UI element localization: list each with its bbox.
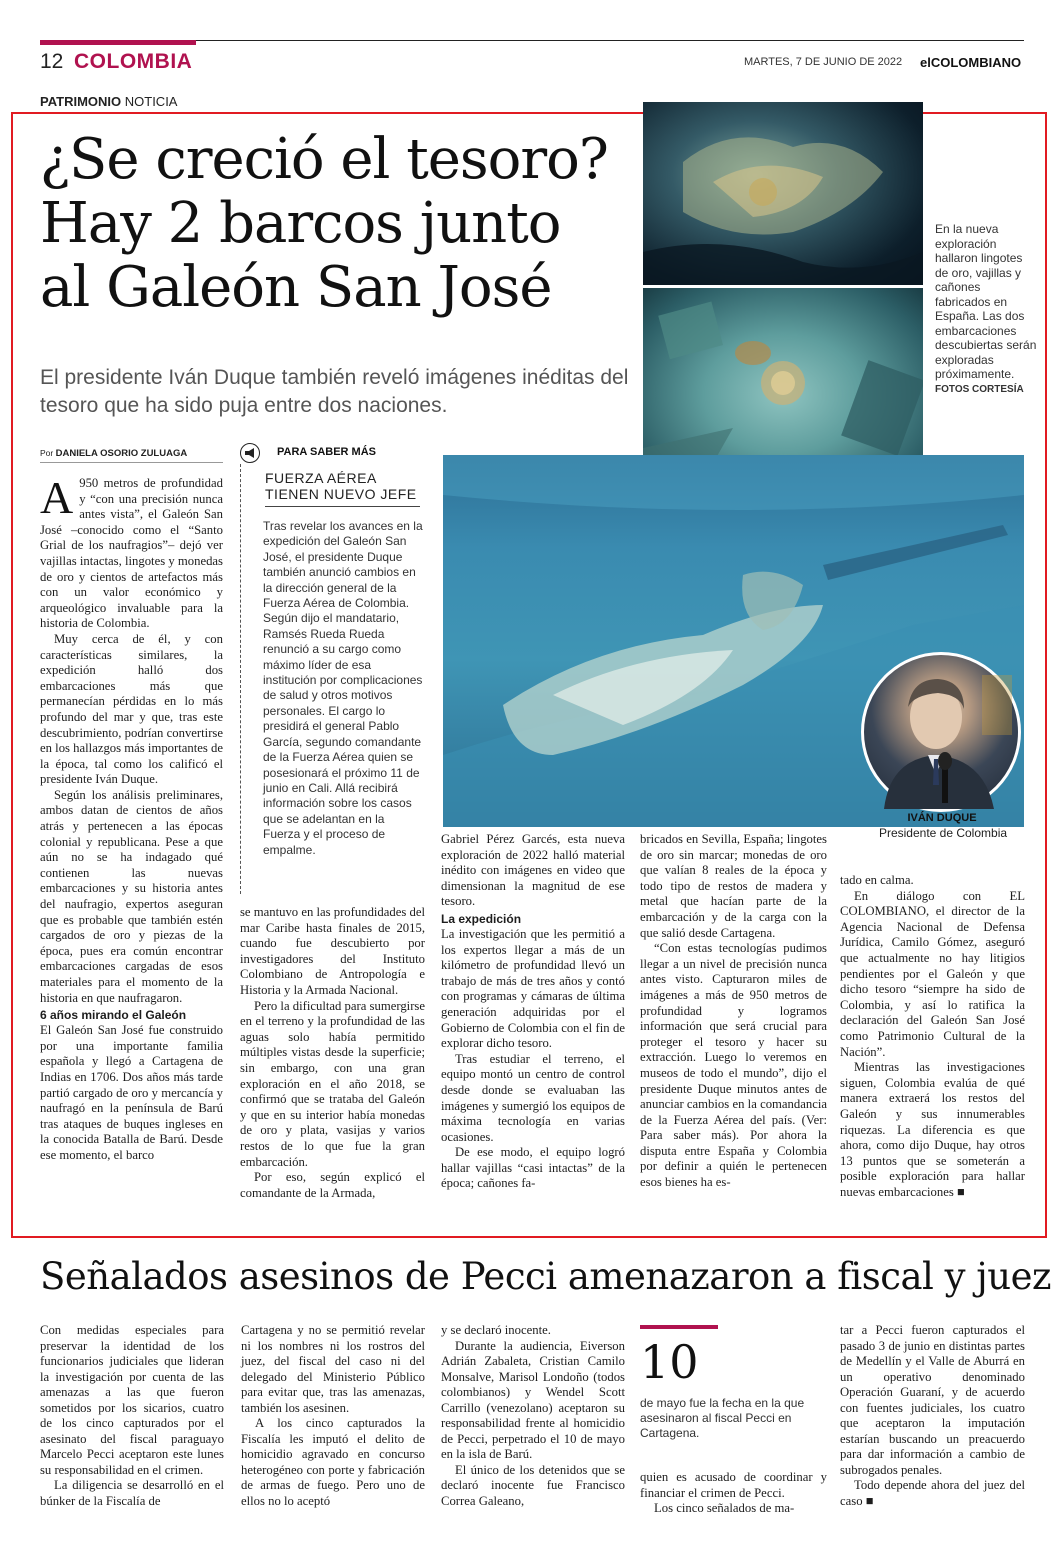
article2-column-2 (241, 1323, 425, 1509)
kicker-topic: PATRIMONIO (40, 94, 122, 109)
article2-column-3 (441, 1323, 625, 1509)
paragraph (840, 1478, 1025, 1509)
sidebar-divider (240, 464, 241, 894)
section-name: COLOMBIA (74, 50, 193, 73)
article-column-1 (40, 472, 223, 1164)
photo-credit: FOTOS CORTESÍA (935, 383, 1024, 395)
paragraph: Gabriel Pérez Garcés, esta nueva exploración de 2022 halló material inédito con imágenes en video que dimensionan la magnitud de ese tesoro. (441, 832, 625, 909)
headline-line-2: Hay 2 barcos junto (40, 191, 561, 256)
photo-caption (935, 222, 1039, 397)
photo-caption-text: En la nueva exploración hallaron lingotes de oro, vajillas y cañones fabricados en España. Las dos embarcaciones descubiertas serán exploradas próximamente. (935, 222, 1037, 381)
paragraph: De ese modo, el equipo logró hallar vajillas “casi intactas” de la época; cañones fa- (441, 1145, 625, 1191)
subheadline: El presidente Iván Duque también reveló imágenes inéditas del tesoro que ha sido puja entre dos naciones. (40, 366, 629, 417)
masthead-logo: elCOLOMBIANO (920, 55, 1022, 70)
paragraph: Muy cerca de él, y con características similares, la expedición halló dos embarcaciones más que permanecían pérdidas en lo más profundo del mar y que, tras este descubrimiento, podrían convertirse en los hallazgos más importantes de la época, tal como los calificó el presidente Iván Duque. (40, 631, 223, 787)
section-subheading: La expedición (441, 911, 522, 926)
article-column-2 (240, 905, 425, 1201)
paragraph: “Con estas tecnologías pudimos llegar a un nivel de precisión nunca antes visto. Capturaron miles de imágenes a más de 950 metros de profundidad y logramos información que será crucial para proteger el tesoro y hacer su extracción. Luego lo veremos en museos de todo el mundo”, dijo el presidente Duque minutos antes de anunciar cambios en la comandancia de la Fuerza Aérea del país. (Ver: Para saber más). Por ahora la disputa entre España y Colombia por definir a quién le pertenecen esos bienes ha es- (640, 941, 827, 1190)
article-column-5 (840, 873, 1025, 1200)
article2-column-4 (640, 1470, 827, 1517)
article2-column-1 (40, 1323, 224, 1509)
sidebar-title: FUERZA AÉREA TIENEN NUEVO JEFE (265, 470, 417, 502)
ivan-duque-portrait (861, 652, 1021, 812)
paragraph: Los cinco señalados de ma- (654, 1501, 795, 1515)
issue-date: MARTES, 7 DE JUNIO DE 2022 (744, 56, 903, 68)
paragraph: Según los análisis preliminares, ambos datan de cientos de años atrás y pertenecen a las épocas colonial y republicana. Pese a que aún no se ha indagado qué contienen las nuevas embarcaciones y su historia antes del naufragio, expertos aseguran que es probable que también estén cargados de oro y piezas de la época, pues era común encontrar embarcaciones cargadas de esos materiales para el momento de la historia en que naufragaron. (40, 787, 223, 1005)
headline-line-1: ¿Se creció el tesoro? (40, 127, 608, 192)
sidebar-title-rule (265, 506, 420, 507)
shipwreck-photo-middle (643, 288, 923, 481)
paragraph: La investigación que les permitió a los expertos llegar a más de un kilómetro de profundidad llevó un trabajo de más de tres años y contó con programas y cámaras de última generación adquiridas por el Gobierno de Colombia con el fin de explorar dicho tesoro. (441, 926, 625, 1051)
paragraph: tar a Pecci fueron capturados el pasado 3 de junio en distintas partes de Medellín y el Valle de Aburrá en un operativo denominado Operación Guaraní, y de acuerdo con fuentes judiciales, los cuatro que aceptaron la imputación estarían buscando un preacuerdo para dar información a cambio de subrogados penales. (840, 1323, 1025, 1477)
paragraph: Cartagena y no se permitió revelar ni los nombres ni los rostros del juez, del fiscal del caso ni del delegado del Ministerio Público para evitar que, tras las amenazas, también los asesinen. (241, 1323, 425, 1415)
paragraph: tado en calma. (840, 873, 914, 887)
article-column-3 (441, 832, 625, 1192)
byline (40, 448, 223, 463)
paragraph: La diligencia se desarrolló en el búnker de la Fiscalía de (40, 1478, 224, 1508)
shipwreck-photo-top (643, 102, 923, 285)
main-headline (40, 128, 640, 320)
sidebar-body: Tras revelar los avances en la expedición del Galeón San José, el presidente Duque también anunció cambios en la dirección general de la Fuerza Aérea de Colombia. Según dijo el mandatario, Ramsés Rueda Rueda renunció a su cargo como máximo líder de esa institución por complicaciones de salud y otros motivos personales. El cargo lo presidirá el general Pablo García, segundo comandante de la Fuerza Aérea quien se posesionará el próximo 11 de junio en Cali. Allá recibirá información sobre los casos que se adelantan en la Fuerza y el proceso de empalme. (263, 519, 423, 857)
paragraph: El único de los detenidos que se declaró inocente fue Francisco Correa Galeano, (441, 1462, 625, 1508)
paragraph: Pero la dificultad para sumergirse en el terreno y la profundidad de las aguas solo había permitido múltiples vistas desde la superficie; sin embargo, con una gran exploración en el año 2018, se confirmó que se trataba del Galeón y que en su interior había monedas de oro y plata, vasijas y varios restos de lo que fue la gran embarcación. (240, 998, 425, 1169)
fact-text: de mayo fue la fecha en la que asesinaron al fiscal Pecci en Cartagena. (640, 1396, 805, 1440)
paragraph: El Galeón San José fue construido por una importante familia española y llegó a Cartagena de Indias en 1706. Dos años más tarde partió cargado de oro y mercancía y naufragó en la península de Barú tras ataques de buques ingleses en la conocida Batalla de Barú. Desde ese momento, el barco (40, 1023, 223, 1162)
paragraph: Con medidas especiales para preservar la identidad de los funcionarios judiciales que lideran la investigación por cuenta de las amenazas a las que fueron sometidos por los sicarios, cuatro de los cinco capturados por el asesinato del fiscal paraguayo Marcelo Pecci aceptaron este lunes su responsabilidad en el crimen. (40, 1323, 224, 1477)
fact-number: 10 (640, 1335, 699, 1389)
kicker (40, 94, 177, 109)
paragraph (840, 1060, 1025, 1200)
paragraph: Tras estudiar el terreno, el equipo montó un centro de control desde donde se evaluaban las imágenes y sumergió los equipos de máxima tecnología en varias ocasiones. (441, 1051, 625, 1144)
end-mark: ■ (956, 1184, 965, 1199)
article2-column-5 (840, 1323, 1025, 1509)
fact-accent-bar (640, 1325, 718, 1329)
portrait-name: IVÁN DUQUE (907, 812, 977, 824)
portrait-role: Presidente de Colombia (878, 826, 1008, 840)
paragraph: quien es acusado de coordinar y financiar el crimen de Pecci. (640, 1470, 827, 1500)
drop-cap: A (40, 472, 74, 523)
byline-author: DANIELA OSORIO ZULUAGA (55, 448, 188, 459)
section-accent-bar (40, 40, 196, 45)
sidebar-label: PARA SABER MÁS (277, 446, 377, 458)
megaphone-icon (240, 443, 260, 463)
paragraph-text: Todo depende ahora del juez del caso (840, 1478, 1025, 1508)
paragraph: Durante la audiencia, Eiverson Adrián Zabaleta, Cristian Camilo Monsalve, Marisol Londoño (todos colombianos) y Wendel Scott Carrillo (venezolano) aceptaron su responsabilidad frente al homicidio de Pecci, perpetrado el 10 de mayo en la isla de Barú. (441, 1338, 625, 1461)
secondary-headline: Señalados asesinos de Pecci amenazaron a fiscal y juez (40, 1255, 1051, 1298)
end-mark: ■ (865, 1493, 874, 1508)
paragraph: Por eso, según explicó el comandante de la Armada, (240, 1170, 425, 1200)
page-number: 12 (40, 50, 64, 73)
headline-line-3: al Galeón San José (40, 255, 552, 320)
paragraph: 950 metros de profundidad y “con una precisión nunca antes vista”, el Galeón San José –conocido como el “Santo Grial de los naufragios”– dejó ver vajillas intactas, lingotes y monedas de oro y cientos de artefactos más con un valor económico y arqueológico invaluable para la historia de Colombia. (40, 476, 223, 631)
paragraph: En diálogo con EL COLOMBIANO, el director de la Agencia Nacional de Defensa Jurídica, Camilo Gómez, aseguró que actualmente no hay litigios pendientes por el Galeón y que dicho tesoro “siempre ha sido de Colombia, y así lo ratifica la declaración del Galeón San José como Patrimonio Cultural de la Nación”. (840, 888, 1025, 1059)
paragraph: A los cinco capturados la Fiscalía les imputó el delito de homicidio agravado en concurso heterogéneo con porte y fabricación de armas de fuego. Pero uno de ellos no lo aceptó (241, 1416, 425, 1508)
paragraph-text: Mientras las investigaciones siguen, Colombia evalúa de qué manera extraerá los restos del Galeón y sus innumerables riquezas. La diferencia es que ahora, como dijo Duque, hay otros 13 puntos que se someterán a posible exploración para hallar nuevas embarcaciones (840, 1060, 1025, 1199)
byline-prefix: Por (40, 448, 54, 458)
kicker-type: NOTICIA (124, 94, 178, 109)
paragraph: se mantuvo en las profundidades del mar Caribe hasta finales de 2015, cuando fue descubierto por investigadores del Instituto Colombiano de Antropología e Historia y la Armada Nacional. (240, 905, 425, 997)
section-subheading: 6 años mirando el Galeón (40, 1008, 187, 1023)
paragraph: y se declaró inocente. (441, 1323, 551, 1337)
paragraph: bricados en Sevilla, España; lingotes de oro sin marcar; monedas de oro que valían 8 reales de la época y todo tipo de restos de madera y metal que hacían parte de la embarcación y de la carga con la que salió desde Cartagena. (640, 832, 827, 940)
article-column-4 (640, 832, 827, 1191)
